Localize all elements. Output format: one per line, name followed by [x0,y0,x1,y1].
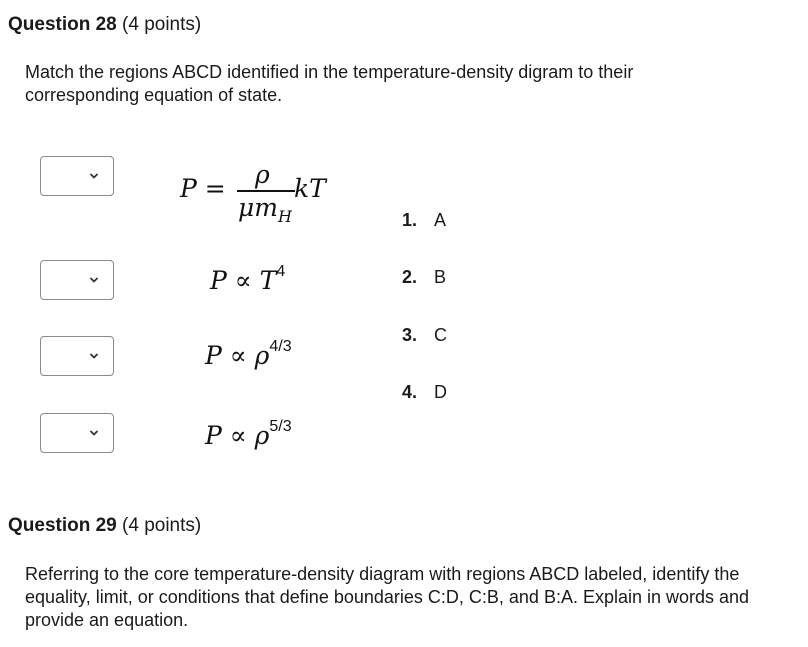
match-dropdown-2[interactable] [40,260,114,300]
fraction-numerator: ρ [255,160,270,189]
question-number: Question 28 [8,14,117,35]
choice-label: A [434,210,447,230]
equation-base: P ∝ T [210,266,277,295]
equation-exponent: 4/3 [269,337,292,355]
equation-base: P ∝ ρ [205,341,270,370]
choice-label: D [434,382,447,402]
choice-label: B [434,267,447,287]
fraction-bar [237,190,295,192]
question-points: (4 points) [122,515,202,536]
chevron-down-icon [88,427,100,439]
equation-relativistic-degenerate [205,337,292,370]
question-number: Question 29 [8,515,117,536]
choice-number: 4. [402,382,418,402]
question-29-prompt: Referring to the core temperature-density diagram with regions ABCD labeled, identify the equality, limit, or conditions that define boundaries C:D, C:B, and B:A. Explain in words and provide an equation. [25,564,750,630]
denominator-subscript: H [277,207,292,226]
question-29-title [8,515,201,537]
equation-base: P ∝ ρ [205,421,270,450]
equation-rhs: kT [294,174,326,203]
equation-ideal-gas [180,160,350,230]
equation-radiation-pressure [210,262,286,295]
match-dropdown-3[interactable] [40,336,114,376]
match-dropdown-1[interactable] [40,156,114,196]
denominator-text: μm [238,193,278,222]
choice-item-1 [402,210,446,231]
chevron-down-icon [88,350,100,362]
chevron-down-icon [88,170,100,182]
choice-number: 2. [402,267,418,287]
fraction-denominator [238,193,292,226]
question-28-prompt: Match the regions ABCD identified in the temperature-density digram to their corresponding equation of state. [25,62,634,105]
question-points: (4 points) [122,14,202,35]
equation-nonrelativistic-degenerate [205,417,292,450]
choice-item-3 [402,325,447,346]
match-dropdown-4[interactable] [40,413,114,453]
choice-label: C [434,325,447,345]
choice-number: 1. [402,210,418,230]
chevron-down-icon [88,274,100,286]
choice-item-2 [402,267,446,288]
equation-exponent: 4 [276,262,286,280]
equation-lhs: P = [180,174,226,203]
question-28-title [8,14,201,36]
choice-item-4 [402,382,447,403]
choice-number: 3. [402,325,418,345]
equation-exponent: 5/3 [269,417,292,435]
